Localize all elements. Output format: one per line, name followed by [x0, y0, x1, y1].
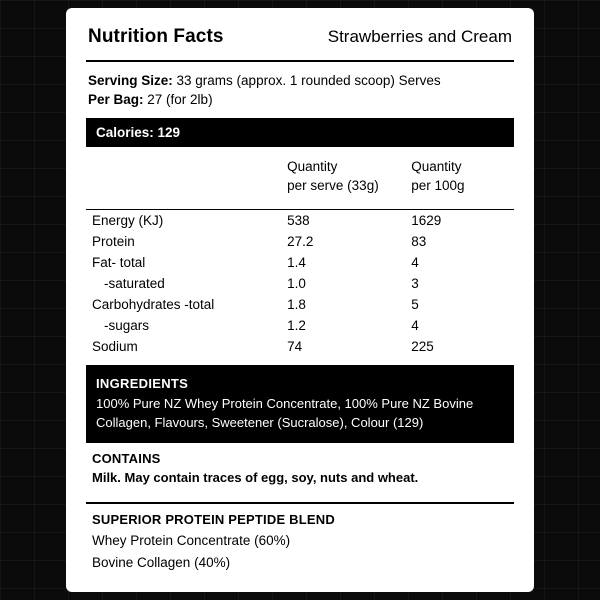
row-per-100g: 83: [411, 233, 427, 249]
page-title: Nutrition Facts: [88, 26, 224, 47]
blend-section: [86, 504, 514, 579]
row-per-100g: 3: [411, 275, 419, 291]
row-per-100g: 1629: [411, 212, 442, 228]
ingredients-heading: INGREDIENTS: [96, 375, 189, 391]
row-per-100g: 225: [411, 338, 434, 354]
row-nutrient-name: -sugars: [104, 317, 150, 333]
row-per-100g: 4: [411, 254, 419, 270]
row-per-serve: 1.0: [287, 275, 306, 291]
nutrition-facts-panel: [66, 8, 534, 592]
table-row: [86, 273, 514, 294]
nutrition-table-body: [86, 209, 514, 357]
column-header-per-100g: [411, 147, 514, 202]
contains-section: [86, 443, 514, 494]
row-per-100g: 4: [411, 317, 419, 333]
row-nutrient-name: Protein: [92, 233, 135, 249]
table-header-row: [86, 147, 514, 202]
row-per-serve: 74: [287, 338, 303, 354]
blend-line-2: Bovine Collagen (40%): [92, 554, 231, 570]
row-nutrient-name: Energy (KJ): [92, 212, 164, 228]
row-per-serve: 1.2: [287, 317, 306, 333]
table-row: [86, 231, 514, 252]
per-bag-label: Per Bag:: [88, 92, 144, 108]
per-100g-line1: Quantity: [411, 159, 462, 175]
flavour-name: Strawberries and Cream: [327, 27, 512, 46]
row-per-serve: 27.2: [287, 233, 314, 249]
row-nutrient-name: Fat- total: [92, 254, 146, 270]
blend-heading: SUPERIOR PROTEIN PEPTIDE BLEND: [92, 512, 335, 528]
column-header-nutrient: [86, 147, 287, 202]
ingredients-body: 100% Pure NZ Whey Protein Concentrate, 100% Pure NZ Bovine Collagen, Flavours, Sweetener (Sucralose), Colour (129): [96, 395, 474, 430]
blend-line-1: Whey Protein Concentrate (60%): [92, 533, 291, 549]
per-bag-value: 27 (for 2lb): [143, 92, 213, 108]
row-per-serve: 1.4: [287, 254, 306, 270]
serving-info: [88, 71, 512, 109]
row-nutrient-name: Sodium: [92, 338, 138, 354]
contains-body: Milk. May contain traces of egg, soy, nuts and wheat.: [92, 470, 419, 486]
row-per-serve: 1.8: [287, 296, 306, 312]
per-serve-line2: per serve (33g): [287, 177, 379, 193]
contains-heading: CONTAINS: [92, 451, 161, 467]
table-row: [86, 294, 514, 315]
calories-bar: Calories: 129: [86, 118, 514, 147]
ingredients-section: [86, 367, 514, 444]
serving-size-value: 33 grams (approx. 1 rounded scoop) Serves: [172, 73, 441, 88]
row-nutrient-name: -saturated: [104, 275, 165, 291]
per-100g-line2: per 100g: [411, 177, 465, 193]
table-row: [86, 336, 514, 357]
nutrition-table: [86, 147, 514, 356]
table-row: [86, 252, 514, 273]
column-header-per-serve: [287, 147, 411, 202]
title-row: [82, 26, 518, 48]
table-row: [86, 315, 514, 336]
row-per-100g: 5: [411, 296, 419, 312]
per-serve-line1: Quantity: [287, 159, 338, 175]
row-nutrient-name: Carbohydrates -total: [92, 296, 215, 312]
table-row: [86, 209, 514, 231]
serving-size-label: Serving Size:: [88, 73, 173, 88]
divider-top: [86, 60, 514, 62]
row-per-serve: 538: [287, 212, 310, 228]
